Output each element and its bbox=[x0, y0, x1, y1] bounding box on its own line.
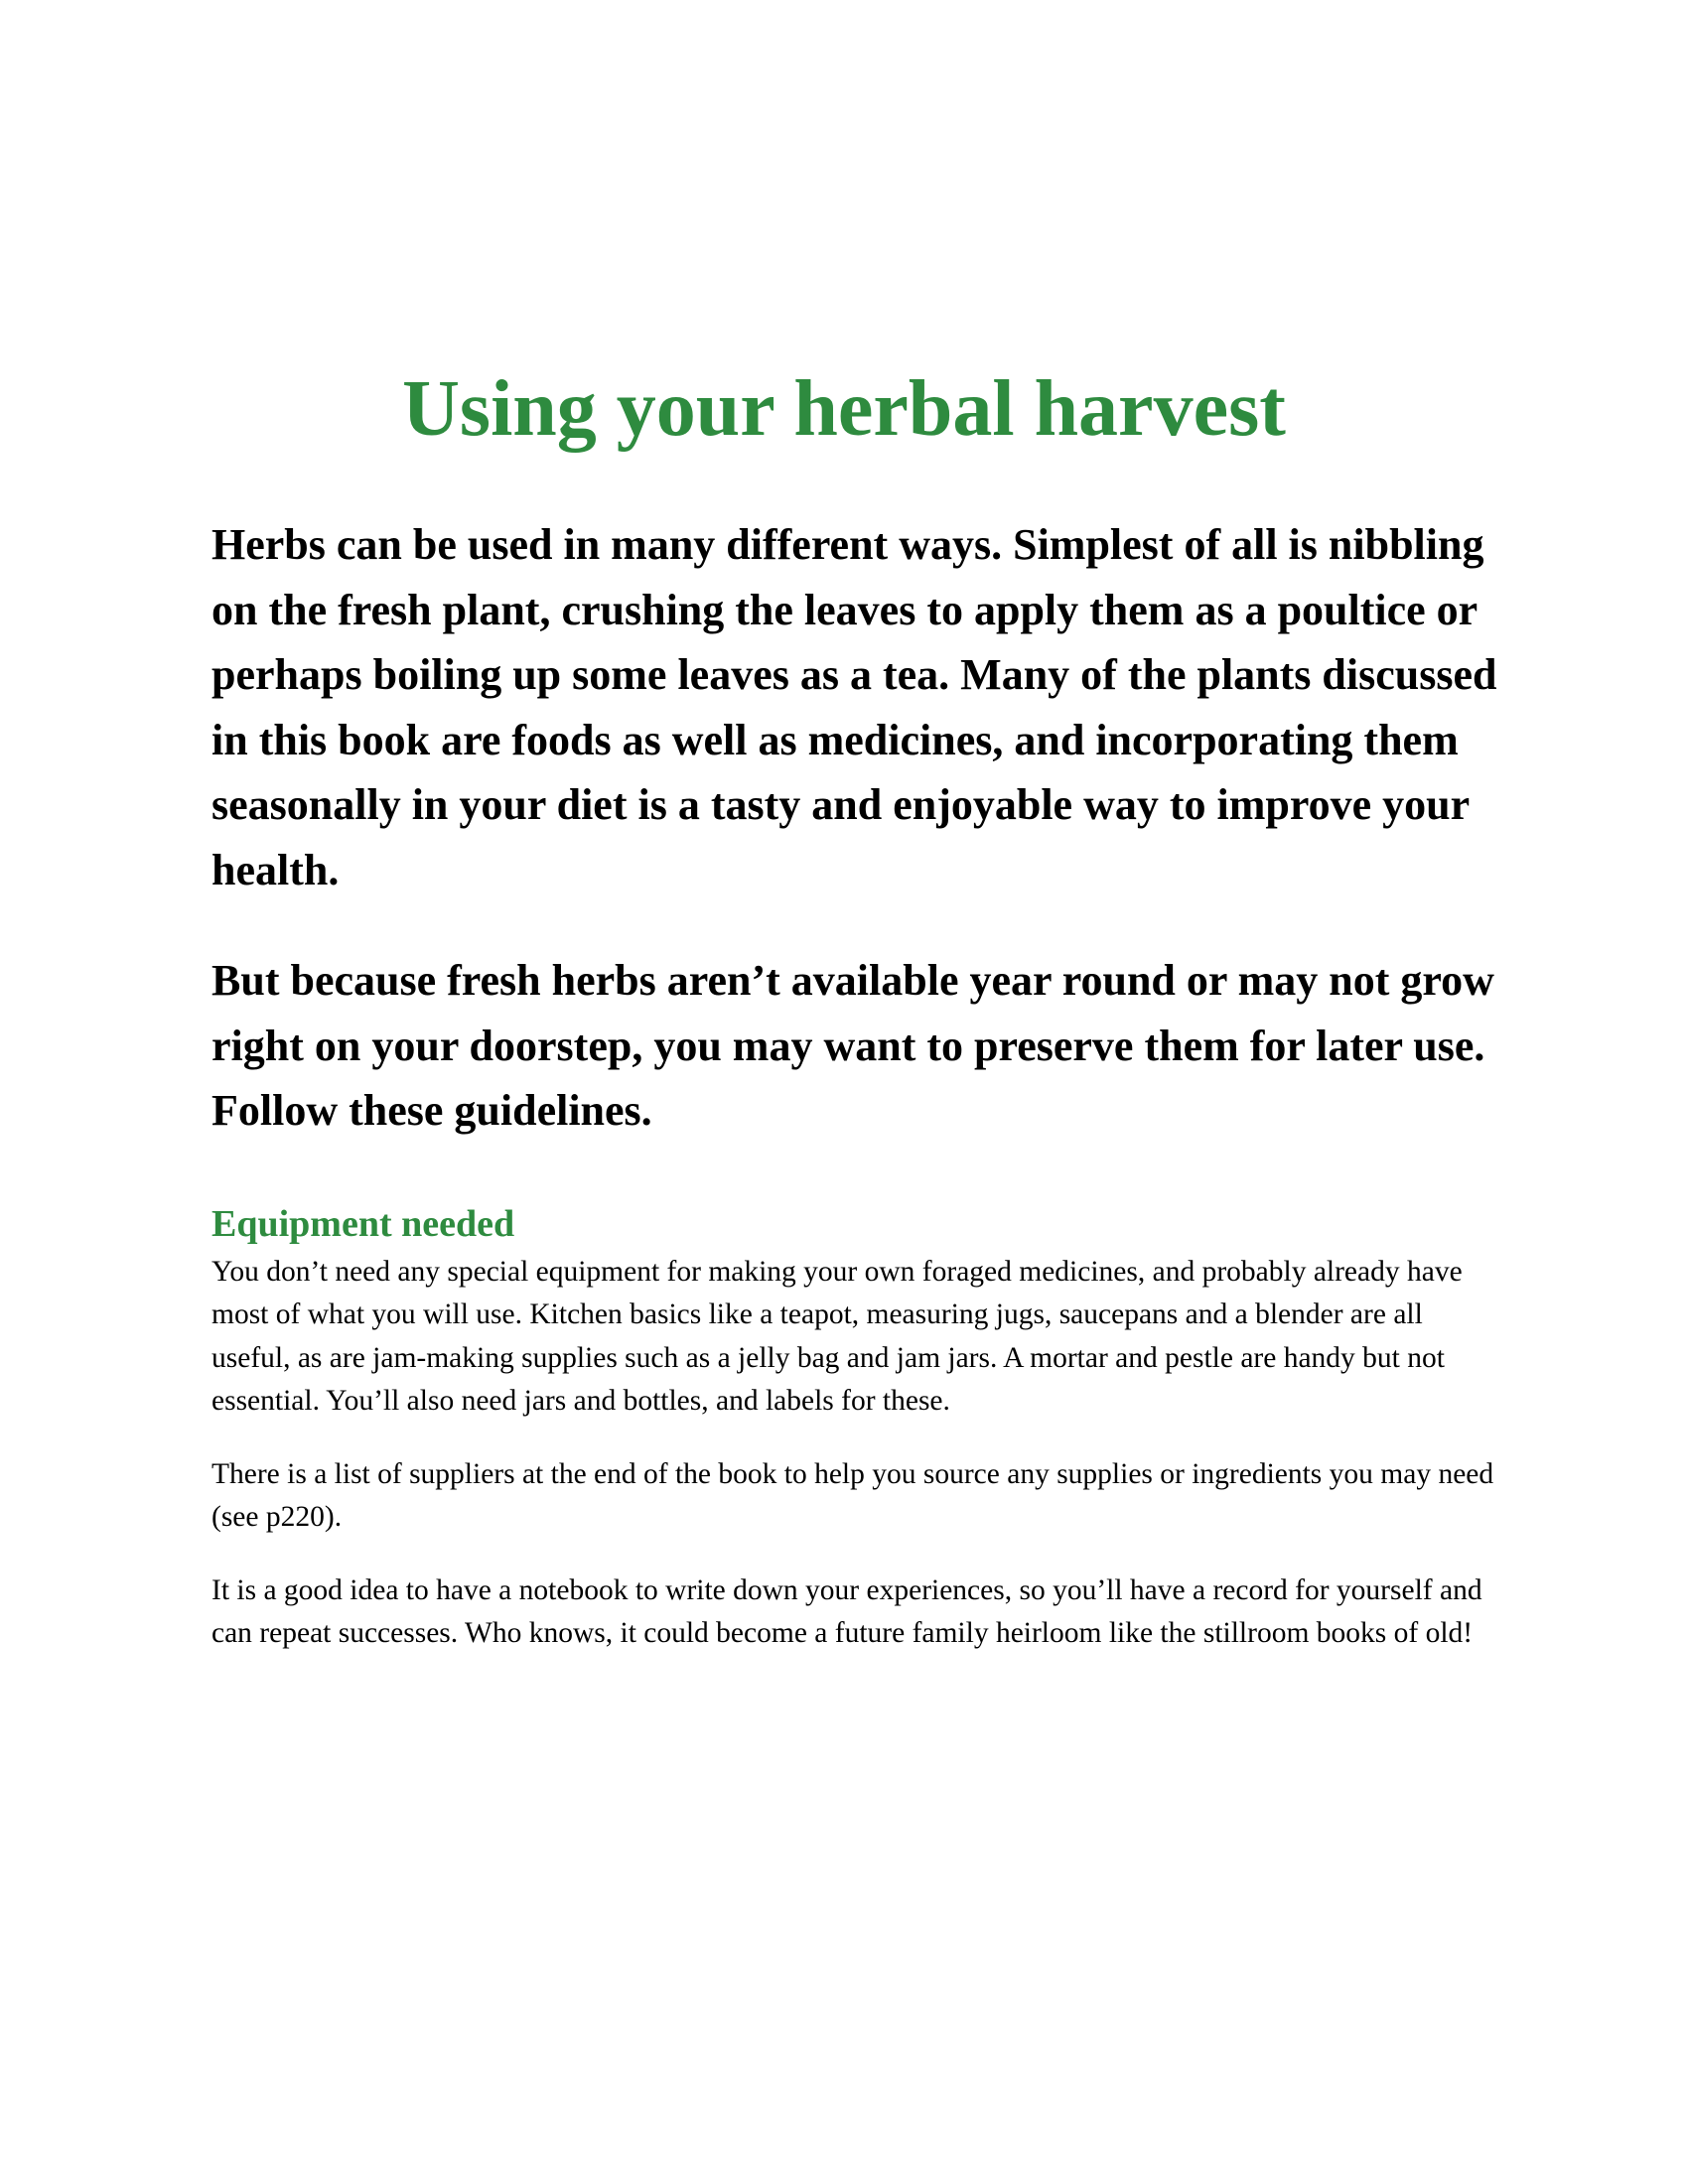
body-paragraph-2: There is a list of suppliers at the end of the book to help you source any supplies or ingredients you may need (see p220). bbox=[211, 1457, 1494, 1533]
page-title: Using your herbal harvest bbox=[402, 365, 1286, 453]
section-heading-equipment: Equipment needed bbox=[211, 1202, 515, 1245]
article-body bbox=[211, 512, 1502, 1656]
intro-paragraph-1: Herbs can be used in many different ways. Simplest of all is nibbling on the fresh plant, crushing the leaves to apply them as a poultice or perhaps boiling up some leaves as a tea. Many of the plants discussed in this book are foods as well as medicines, and incorporating them seasonally in your diet is a tasty and enjoyable way to improve your health. bbox=[211, 520, 1497, 894]
body-paragraph-1: You don’t need any special equipment for making your own foraged medicines, and probably already have most of what you will use. Kitchen basics like a teapot, measuring jugs, saucepans and a blender are all useful, as are jam-making supplies such as a jelly bag and jam jars. A mortar and pestle are handy but not essential. You’ll also need jars and bottles, and labels for these. bbox=[211, 1255, 1463, 1417]
body-paragraph-3: It is a good idea to have a notebook to write down your experiences, so you’ll have a record for yourself and can repeat successes. Who knows, it could become a future family heirloom like the stillroom books of old! bbox=[211, 1573, 1482, 1649]
intro-paragraph-2: But because fresh herbs aren’t available year round or may not grow right on your doorstep, you may want to preserve them for later use. Follow these guidelines. bbox=[211, 956, 1494, 1135]
